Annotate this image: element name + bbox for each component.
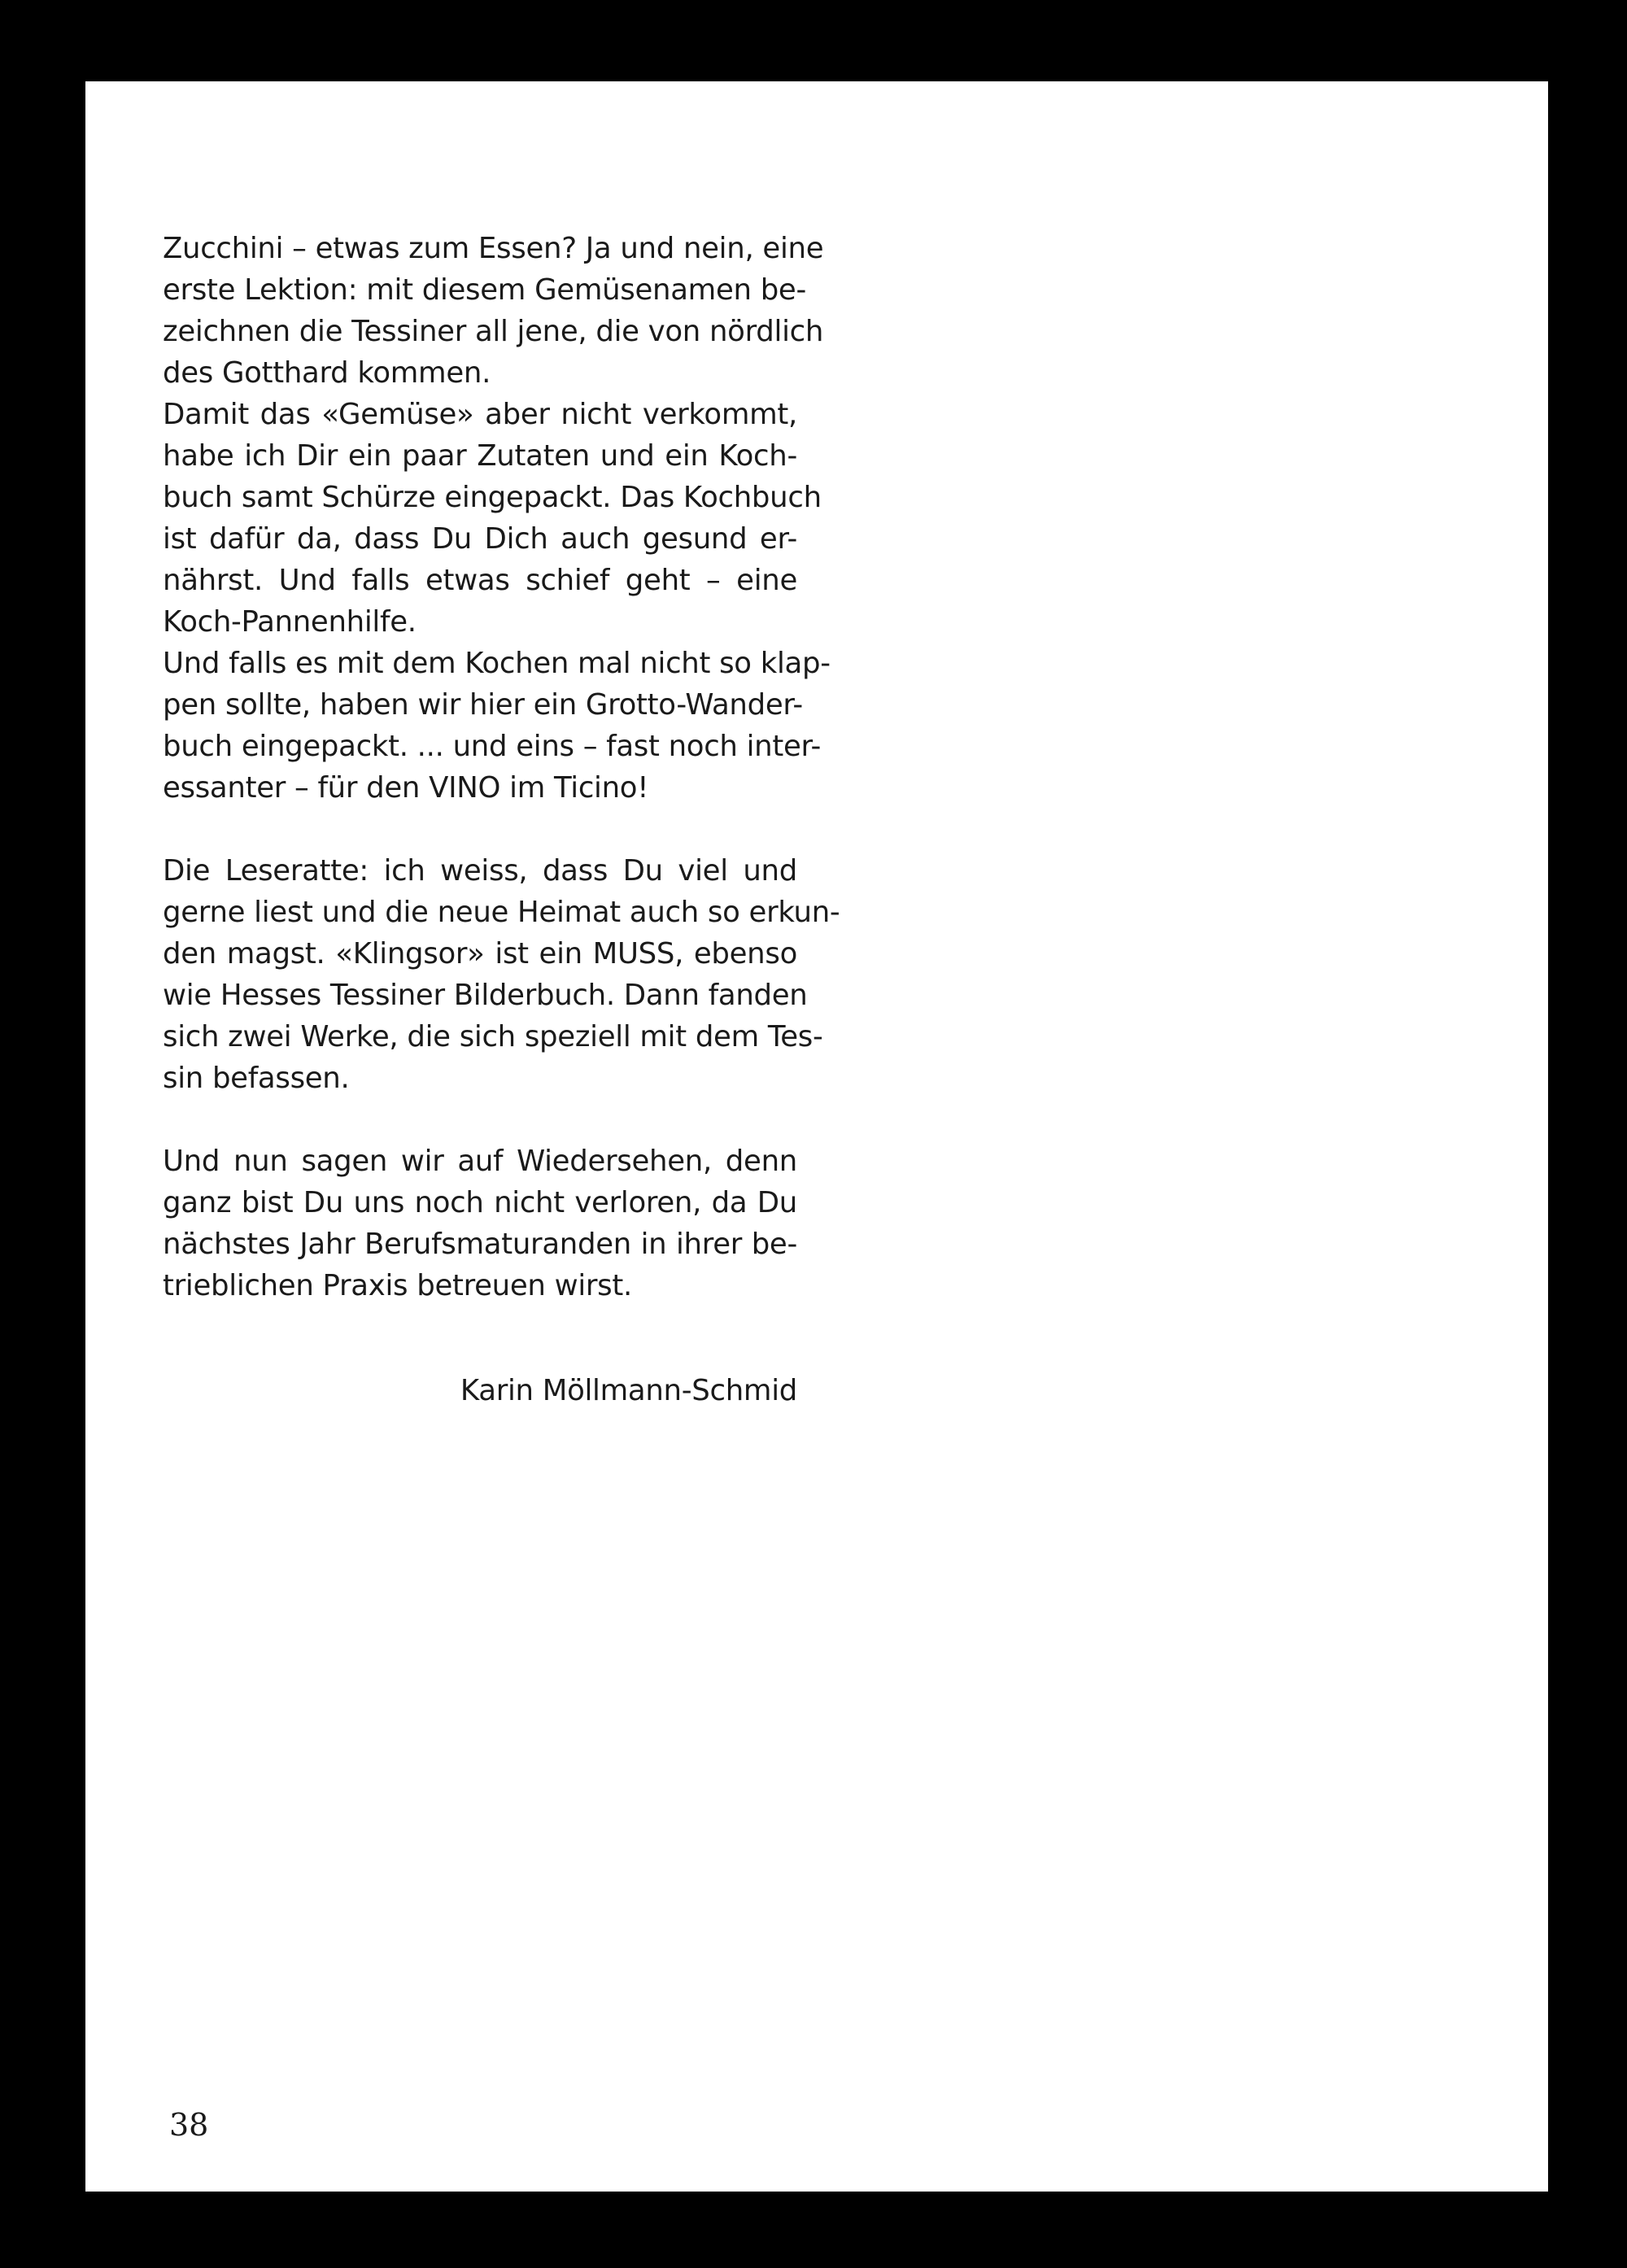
text-line: gerne liest und die neue Heimat auch so erkun- xyxy=(163,896,840,929)
author-signature: Karin Möllmann-Schmid xyxy=(460,1374,797,1407)
paragraph-gap xyxy=(163,809,797,850)
text-line: habe ich Dir ein paar Zutaten und ein Koch- xyxy=(163,439,797,473)
text-line: den magst. «Klingsor» ist ein MUSS, ebenso xyxy=(163,937,797,970)
text-line: pen sollte, haben wir hier ein Grotto-Wander- xyxy=(163,688,803,722)
text-line: sich zwei Werke, die sich speziell mit dem Tes- xyxy=(163,1020,823,1053)
paragraph-zucchini xyxy=(163,228,824,394)
text-line: Koch-Pannenhilfe. xyxy=(163,605,417,639)
document-page xyxy=(85,81,1548,2192)
paragraph-leseratte xyxy=(163,850,840,1099)
text-line: Die Leseratte: ich weiss, dass Du viel und xyxy=(163,854,797,888)
text-line: ist dafür da, dass Du Dich auch gesund er- xyxy=(163,522,797,556)
text-line: ganz bist Du uns noch nicht verloren, da Du xyxy=(163,1186,797,1219)
text-line: Und nun sagen wir auf Wiedersehen, denn xyxy=(163,1145,797,1178)
text-line: trieblichen Praxis betreuen wirst. xyxy=(163,1269,632,1302)
text-line: buch eingepackt. ... und eins – fast noch inter- xyxy=(163,730,822,763)
text-line: Zucchini – etwas zum Essen? Ja und nein, eine xyxy=(163,232,824,265)
paragraph-gap xyxy=(163,1099,797,1141)
page-number: 38 xyxy=(169,2107,209,2143)
text-line: erste Lektion: mit diesem Gemüsenamen be- xyxy=(163,273,806,307)
text-line: essanter – für den VINO im Ticino! xyxy=(163,771,649,805)
text-line: Und falls es mit dem Kochen mal nicht so klap- xyxy=(163,647,831,680)
text-line: wie Hesses Tessiner Bilderbuch. Dann fanden xyxy=(163,979,808,1012)
paragraph-wiedersehen xyxy=(163,1141,797,1306)
text-line: sin befassen. xyxy=(163,1062,350,1095)
paragraph-grotto xyxy=(163,643,831,809)
text-line: Damit das «Gemüse» aber nicht verkommt, xyxy=(163,398,797,431)
text-line: buch samt Schürze eingepackt. Das Kochbuch xyxy=(163,481,822,514)
text-line: nächstes Jahr Berufsmaturanden in ihrer be- xyxy=(163,1228,797,1261)
text-line: nährst. Und falls etwas schief geht – eine xyxy=(163,564,797,597)
paragraph-gemuese xyxy=(163,394,822,643)
text-line: zeichnen die Tessiner all jene, die von nördlich xyxy=(163,315,824,348)
body-text xyxy=(163,228,840,1306)
text-line: des Gotthard kommen. xyxy=(163,356,491,390)
